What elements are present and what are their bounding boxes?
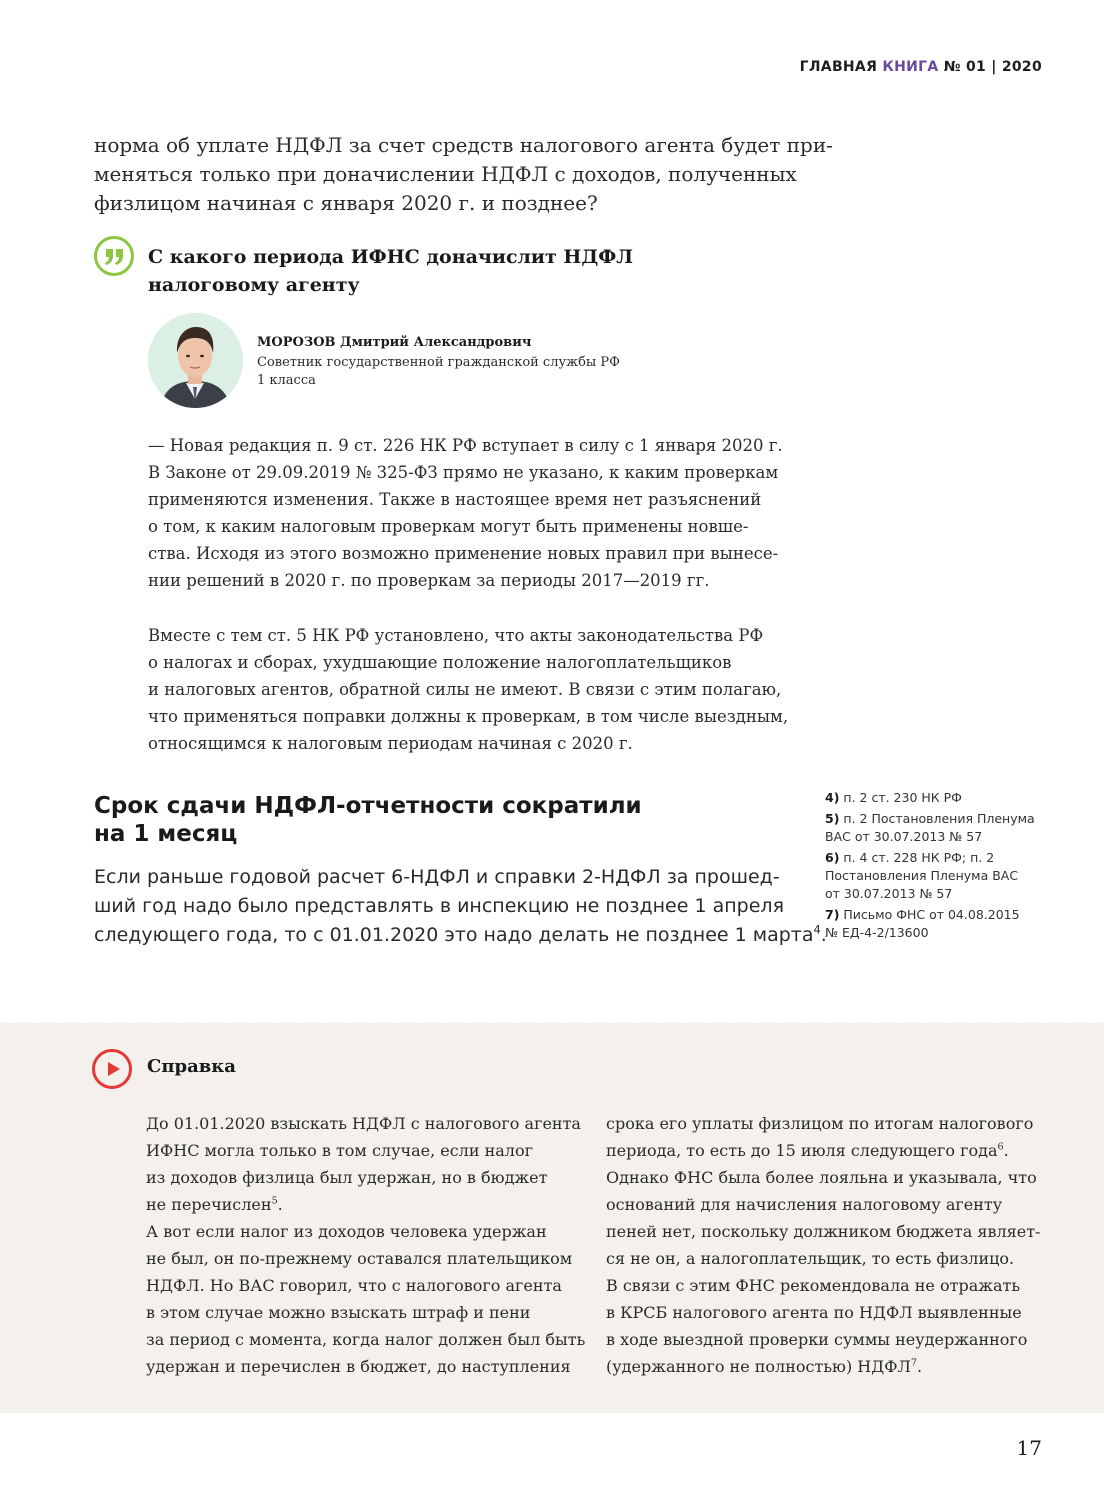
scalloped-edge bbox=[0, 1018, 1104, 1026]
info-line: ся не он, а налогоплательщик, то есть физлицо. bbox=[606, 1249, 1015, 1268]
info-line bbox=[606, 1353, 1036, 1380]
info-line: удержан и перечислен в бюджет, до наступления bbox=[146, 1357, 571, 1376]
quote-icon bbox=[94, 236, 134, 276]
info-column-left bbox=[146, 1110, 586, 1380]
answer-line: что применяться поправки должны к проверкам, в том числе выездным, bbox=[148, 707, 789, 726]
expert-title bbox=[257, 354, 637, 390]
info-line: в КРСБ налогового агента по НДФЛ выявленные bbox=[606, 1303, 1022, 1322]
info-line bbox=[606, 1137, 1036, 1164]
section-heading-line: Срок сдачи НДФЛ-отчетности сократили bbox=[94, 793, 642, 819]
intro-paragraph bbox=[94, 131, 833, 218]
footnote-5 bbox=[825, 810, 1055, 846]
expert-answer-paragraph-1 bbox=[148, 432, 788, 594]
footnote-6 bbox=[825, 849, 1055, 903]
section-heading bbox=[94, 792, 734, 848]
footnote-number: 5) bbox=[825, 811, 840, 826]
info-line: НДФЛ. Но ВАС говорил, что с налогового агента bbox=[146, 1276, 562, 1295]
footnote-text: п. 2 ст. 230 НК РФ bbox=[843, 790, 962, 805]
expert-name: МОРОЗОВ Дмитрий Александрович bbox=[257, 335, 532, 350]
play-icon bbox=[92, 1049, 132, 1089]
footnote-4 bbox=[825, 789, 1055, 807]
magazine-name-part2: КНИГА bbox=[882, 59, 939, 75]
info-line: не был, он по-прежнему оставался плательщиком bbox=[146, 1249, 573, 1268]
answer-line: ства. Исходя из этого возможно применение новых правил при вынесе- bbox=[148, 544, 779, 563]
footnote-text: ВАС от 30.07.2013 № 57 bbox=[825, 829, 983, 844]
info-line: оснований для начисления налоговому агенту bbox=[606, 1195, 1003, 1214]
section-heading-line: на 1 месяц bbox=[94, 821, 238, 847]
expert-title-line: Советник государственной гражданской службы РФ bbox=[257, 355, 620, 370]
qa-question-line: налоговому агенту bbox=[148, 274, 360, 296]
info-line: Однако ФНС была более лояльна и указывала, что bbox=[606, 1168, 1037, 1187]
info-line: за период с момента, когда налог должен был быть bbox=[146, 1330, 586, 1349]
intro-line: физлицом начиная с января 2020 г. и позднее? bbox=[94, 191, 598, 215]
running-head bbox=[800, 59, 1042, 75]
footnote-7 bbox=[825, 906, 1055, 942]
intro-line: норма об уплате НДФЛ за счет средств налогового агента будет при- bbox=[94, 133, 833, 157]
answer-line: о налогах и сборах, ухудшающие положение налогоплательщиков bbox=[148, 653, 732, 672]
section-body-period: . bbox=[820, 924, 827, 946]
expert-answer-paragraph-2 bbox=[148, 622, 788, 757]
answer-line: и налоговых агентов, обратной силы не имеют. В связи с этим полагаю, bbox=[148, 680, 782, 699]
footnote-text: п. 4 ст. 228 НК РФ; п. 2 bbox=[843, 850, 995, 865]
info-period: . bbox=[277, 1195, 283, 1214]
info-line-text: (удержанного не полностью) НДФЛ bbox=[606, 1357, 911, 1376]
section-body-line: ший год надо было представлять в инспекцию не позднее 1 апреля bbox=[94, 895, 784, 917]
info-line: пеней нет, поскольку должником бюджета являет- bbox=[606, 1222, 1041, 1241]
footnote-text: от 30.07.2013 № 57 bbox=[825, 886, 953, 901]
footnote-number: 7) bbox=[825, 907, 840, 922]
info-line: В связи с этим ФНС рекомендовала не отражать bbox=[606, 1276, 1021, 1295]
footnote-ref-7[interactable]: 7 bbox=[910, 1357, 917, 1369]
answer-line: о том, к каким налоговым проверкам могут быть применены новше- bbox=[148, 517, 749, 536]
section-body-line: Если раньше годовой расчет 6-НДФЛ и справки 2-НДФЛ за прошед- bbox=[94, 866, 780, 888]
info-line: ИФНС могла только в том случае, если налог bbox=[146, 1141, 533, 1160]
section-body-text: следующего года, то с 01.01.2020 это надо делать не позднее 1 марта bbox=[94, 924, 814, 946]
qa-question-heading bbox=[148, 243, 708, 299]
info-line bbox=[146, 1191, 576, 1218]
qa-question-line: С какого периода ИФНС доначислит НДФЛ bbox=[148, 246, 634, 268]
footnote-text: Постановления Пленума ВАС bbox=[825, 868, 1019, 883]
info-column-right bbox=[606, 1110, 1041, 1380]
section-body bbox=[94, 863, 827, 950]
footnote-ref-4[interactable]: 4 bbox=[813, 922, 821, 937]
page-number: 17 bbox=[1016, 1436, 1042, 1460]
answer-line: нии решений в 2020 г. по проверкам за периоды 2017—2019 гг. bbox=[148, 571, 710, 590]
footnote-ref-6[interactable]: 6 bbox=[997, 1141, 1004, 1153]
info-line: До 01.01.2020 взыскать НДФЛ с налогового агента bbox=[146, 1114, 581, 1133]
answer-line: Вместе с тем ст. 5 НК РФ установлено, что акты законодательства РФ bbox=[148, 626, 764, 645]
footnote-number: 6) bbox=[825, 850, 840, 865]
info-line-text: периода, то есть до 15 июля следующего года bbox=[606, 1141, 998, 1160]
footnote-number: 4) bbox=[825, 790, 840, 805]
info-period: . bbox=[917, 1357, 923, 1376]
magazine-name-part1: ГЛАВНАЯ bbox=[799, 59, 878, 75]
footnote-ref-5[interactable]: 5 bbox=[271, 1195, 278, 1207]
info-line-text: не перечислен bbox=[146, 1195, 272, 1214]
footnote-text: № ЕД-4-2/13600 bbox=[825, 925, 929, 940]
expert-title-line: 1 класса bbox=[257, 373, 316, 388]
info-line: А вот если налог из доходов человека удержан bbox=[146, 1222, 547, 1241]
issue-number: № 01 | 2020 bbox=[943, 59, 1042, 75]
footnote-text: Письмо ФНС от 04.08.2015 bbox=[843, 907, 1020, 922]
info-period: . bbox=[1003, 1141, 1009, 1160]
answer-line: относящимся к налоговым периодам начиная с 2020 г. bbox=[148, 734, 633, 753]
footnotes-sidebar bbox=[825, 789, 1055, 945]
info-line: в ходе выездной проверки суммы неудержанного bbox=[606, 1330, 1028, 1349]
section-body-line bbox=[94, 921, 827, 950]
footnote-text: п. 2 Постановления Пленума bbox=[843, 811, 1035, 826]
answer-line: применяются изменения. Также в настоящее время нет разъяснений bbox=[148, 490, 762, 509]
info-line: в этом случае можно взыскать штраф и пени bbox=[146, 1303, 531, 1322]
expert-avatar bbox=[148, 313, 243, 408]
intro-line: меняться только при доначислении НДФЛ с доходов, полученных bbox=[94, 162, 797, 186]
info-line: срока его уплаты физлицом по итогам налогового bbox=[606, 1114, 1034, 1133]
answer-line: В Законе от 29.09.2019 № 325-ФЗ прямо не указано, к каким проверкам bbox=[148, 463, 779, 482]
info-line: из доходов физлица был удержан, но в бюджет bbox=[146, 1168, 548, 1187]
info-box-title: Справка bbox=[147, 1056, 236, 1077]
answer-line: — Новая редакция п. 9 ст. 226 НК РФ вступает в силу с 1 января 2020 г. bbox=[148, 436, 783, 455]
